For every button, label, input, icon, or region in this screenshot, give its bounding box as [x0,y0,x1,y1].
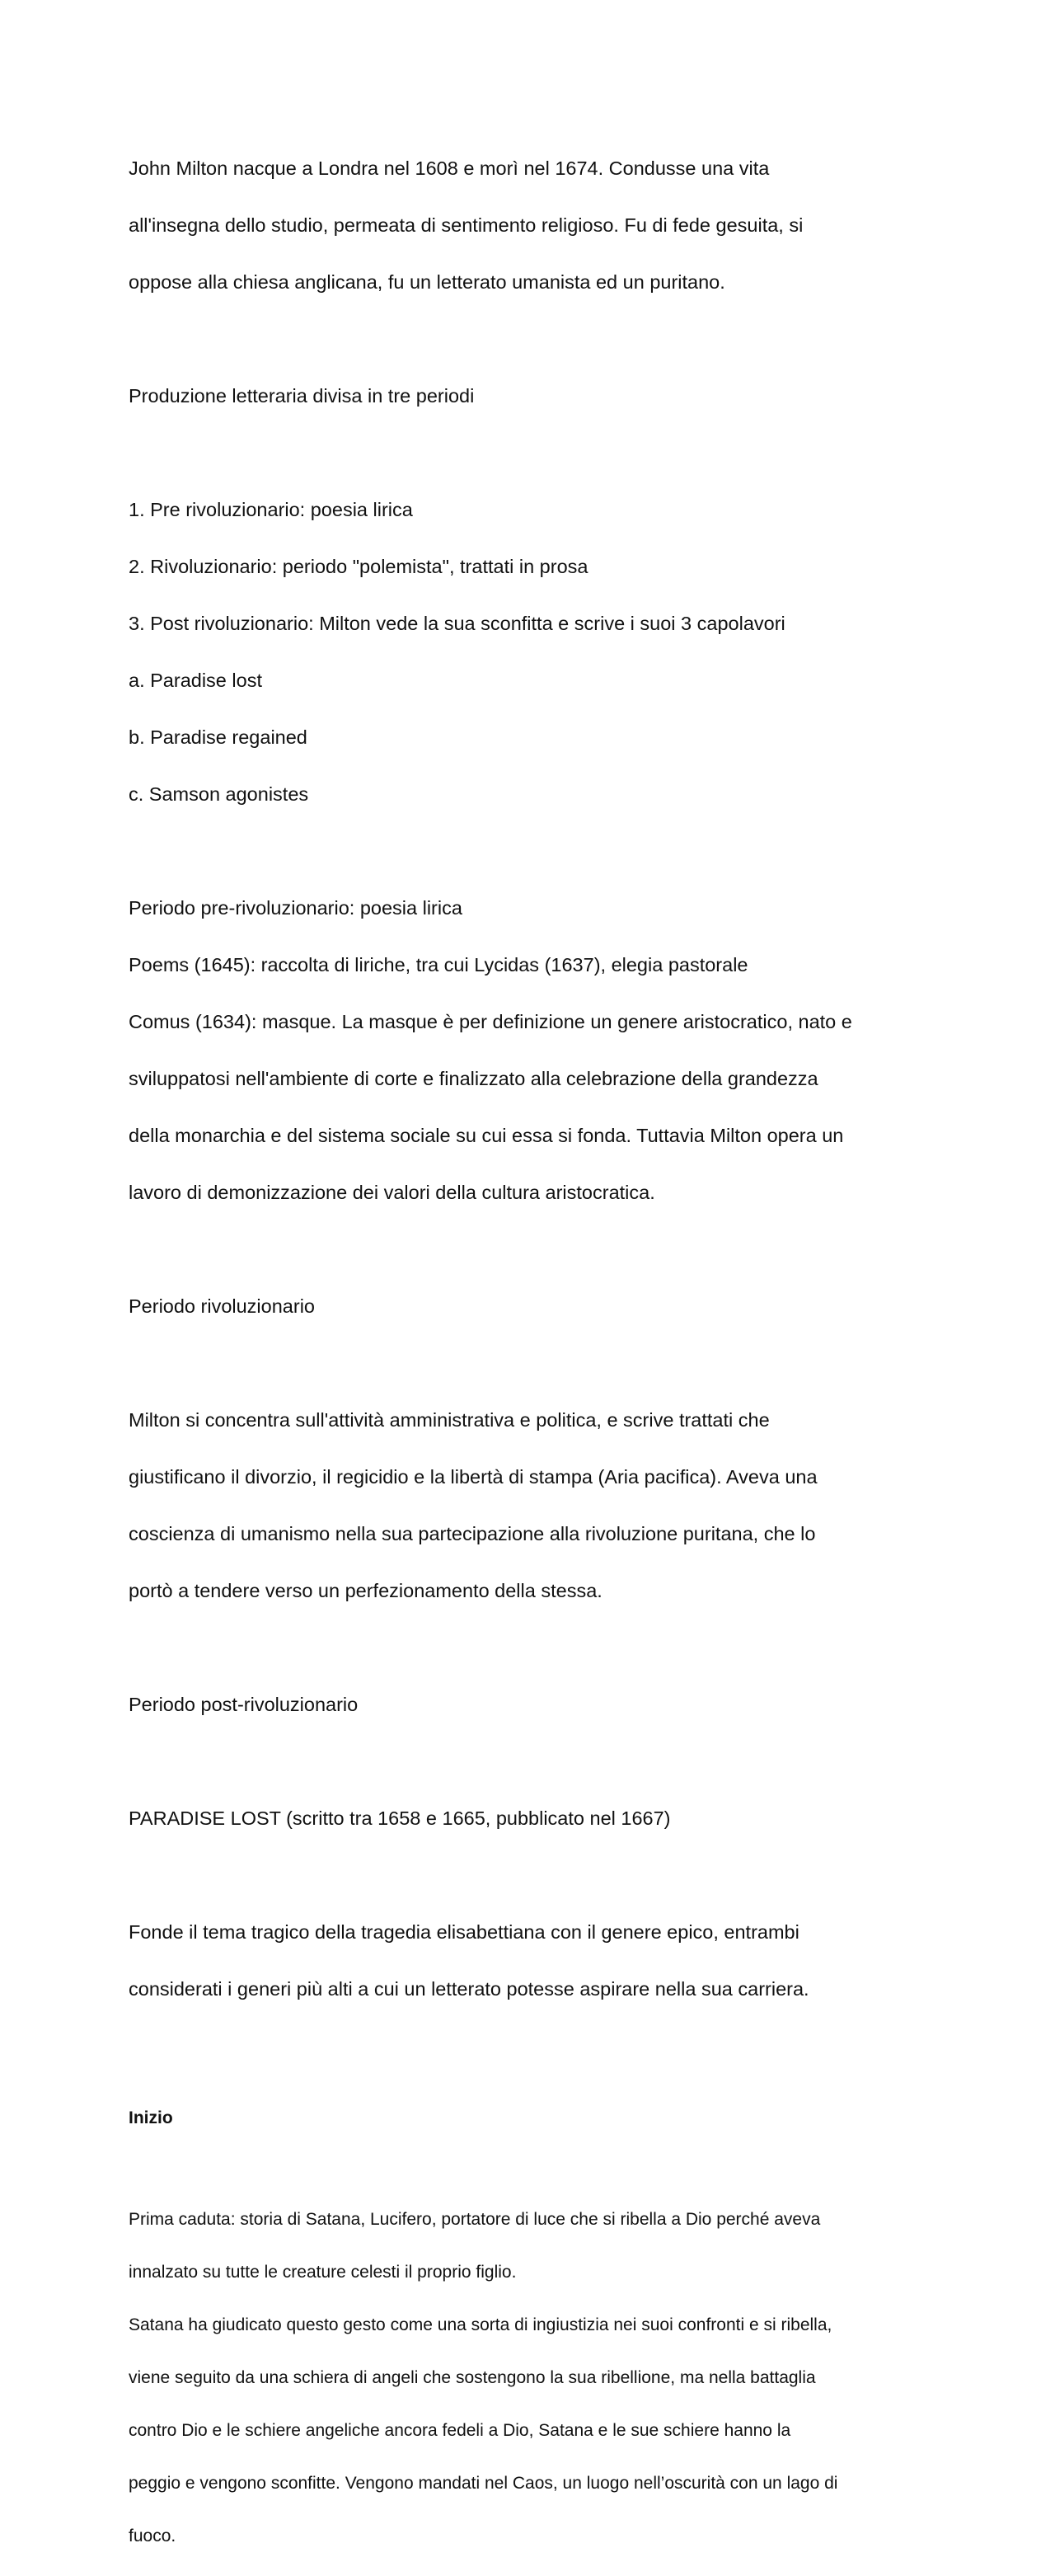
text-line: viene seguito da una schiera di angeli che sostengono la sua ribellione, ma nella battaglia [129,2367,816,2387]
text-line: coscienza di umanismo nella sua partecipazione alla rivoluzione puritana, che lo [129,1522,816,1544]
text-line: considerati i generi più alti a cui un letterato potesse aspirare nella sua carriera. [129,1977,809,2000]
list-item: a. Paradise lost [129,669,262,691]
inizio-heading: Inizio [129,2108,173,2127]
list-item: c. Samson agonistes [129,783,309,805]
text-line: fuoco. [129,2526,176,2545]
list-item: 1. Pre rivoluzionario: poesia lirica [129,498,413,520]
paradise-lost-title: PARADISE LOST (scritto tra 1658 e 1665, pubblicato nel 1667) [129,1807,671,1829]
text-line: Periodo pre-rivoluzionario: poesia lirica [129,896,462,919]
revolutionary-heading: Periodo rivoluzionario [129,1295,315,1317]
text-line: Poems (1645): raccolta di liriche, tra cui Lycidas (1637), elegia pastorale [129,953,748,975]
text-line: contro Dio e le schiere angeliche ancora fedeli a Dio, Satana e le sue schiere hanno la [129,2420,791,2440]
post-revolutionary-paragraph [129,1889,936,2032]
text-line: portò a tendere verso un perfezionamento della stessa. [129,1579,603,1601]
production-heading: Produzione letteraria divisa in tre periodi [129,384,475,407]
revolutionary-paragraph [129,1377,936,1634]
intro-paragraph [129,125,936,325]
list-item: b. Paradise regained [129,726,307,748]
text-line: innalzato su tutte le creature celesti il proprio figlio. [129,2262,517,2282]
text-line: della monarchia e del sistema sociale su cui essa si fonda. Tuttavia Milton opera un [129,1124,844,1146]
text-line: Satana ha giudicato questo gesto come una sorta di ingiustizia nei suoi confronti e si ribella, [129,2315,832,2334]
document-page [129,125,936,2576]
inizio-paragraph [129,2180,936,2576]
list-item: 2. Rivoluzionario: periodo "polemista", trattati in prosa [129,555,588,577]
text-line: giustificano il divorzio, il regicidio e la libertà di stampa (Aria pacifica). Aveva una [129,1465,818,1488]
post-revolutionary-heading: Periodo post-rivoluzionario [129,1693,359,1715]
text-line: John Milton nacque a Londra nel 1608 e morì nel 1674. Condusse una vita [129,157,770,179]
text-line: Prima caduta: storia di Satana, Lucifero, portatore di luce che si ribella a Dio perché aveva [129,2209,821,2229]
text-line: peggio e vengono sconfitte. Vengono mandati nel Caos, un luogo nell’oscurità con un lago di [129,2473,838,2493]
list-item: 3. Post rivoluzionario: Milton vede la sua sconfitta e scrive i suoi 3 capolavori [129,612,785,634]
text-line: lavoro di demonizzazione dei valori della cultura aristocratica. [129,1181,655,1203]
text-line: Milton si concentra sull'attività amministrativa e politica, e scrive trattati che [129,1408,770,1431]
text-line: Comus (1634): masque. La masque è per definizione un genere aristocratico, nato e [129,1010,852,1032]
text-line: sviluppatosi nell'ambiente di corte e finalizzato alla celebrazione della grandezza [129,1067,818,1089]
text-line: Fonde il tema tragico della tragedia elisabettiana con il genere epico, entrambi [129,1920,799,1943]
pre-revolutionary-paragraph [129,865,936,1235]
text-line: all'insegna dello studio, permeata di sentimento religioso. Fu di fede gesuita, si [129,214,804,236]
text-line: oppose alla chiesa anglicana, fu un letterato umanista ed un puritano. [129,270,725,293]
periods-list [129,467,936,837]
